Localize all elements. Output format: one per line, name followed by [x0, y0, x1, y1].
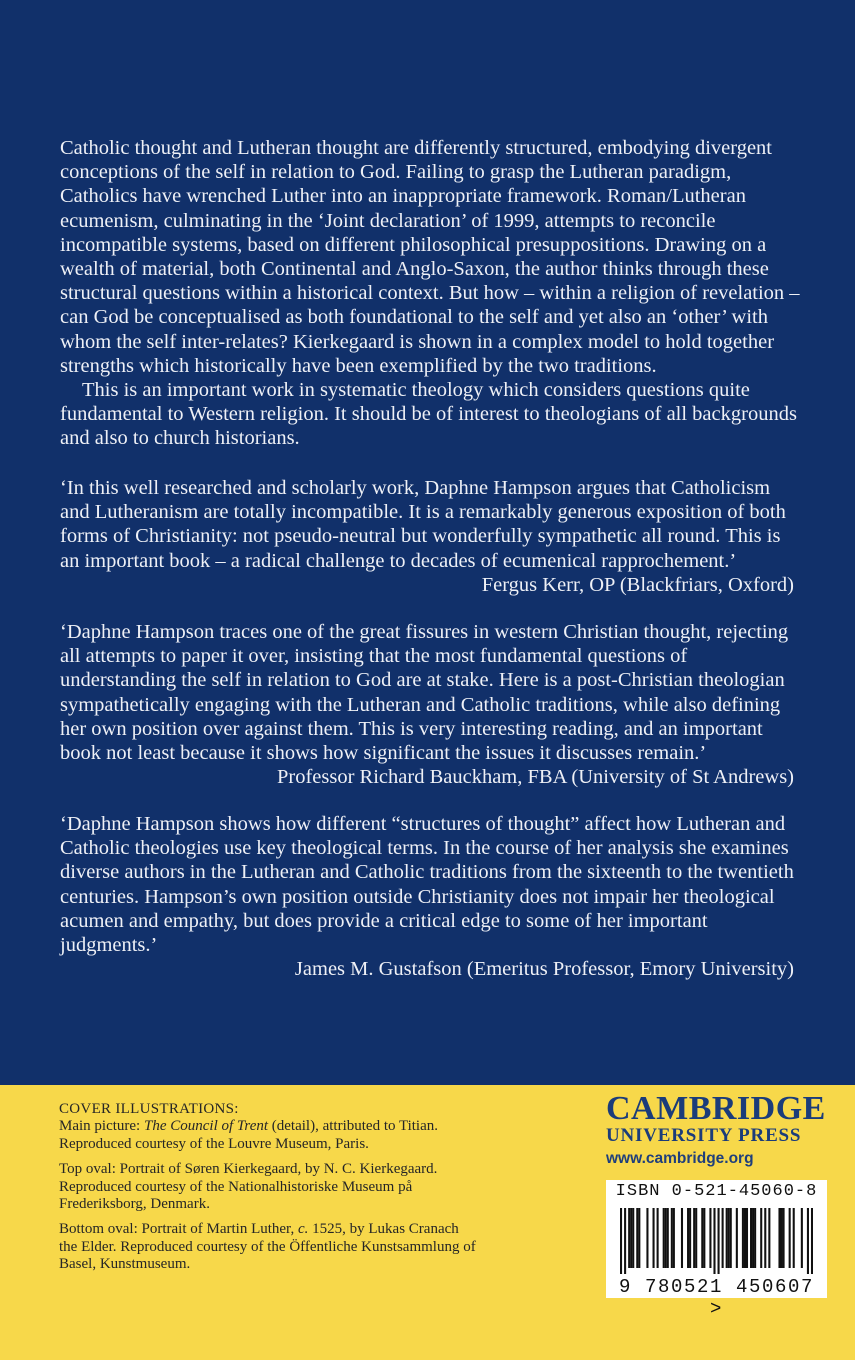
review-attribution: Fergus Kerr, OP (Blackfriars, Oxford) [481, 573, 794, 596]
barcode-bar [736, 1208, 738, 1268]
barcode-bar [646, 1208, 648, 1268]
barcode-bar [718, 1208, 720, 1274]
credit-main-picture [59, 1118, 479, 1153]
credit-top-oval: Top oval: Portrait of Søren Kierkegaard, by N. C. Kierkegaard. Reproduced courtesy of the Nationalhistoriske Museum på Frederiksborg, Denmark. [59, 1161, 438, 1213]
review-quote: ‘In this well researched and scholarly work, Daphne Hampson argues that Catholicism and Lutheranism are totally incompatible. It is a remarkably generous exposition of both forms of Christianity: not pseudo-neutral but wonderfully sympathetic all round. This is an important book – a radical challenge to decades of ecumenical rapprochement.’ [60, 477, 786, 572]
barcode-bar [746, 1208, 748, 1268]
barcode-bar [752, 1208, 754, 1268]
barcode-bar [653, 1208, 655, 1268]
barcode-bar [793, 1208, 795, 1268]
barcode-bar [728, 1208, 730, 1268]
barcode-bar [663, 1208, 665, 1268]
barcode-bar [750, 1208, 752, 1268]
barcode-bar [636, 1208, 638, 1268]
cover-illustrations-credits [59, 1101, 479, 1282]
barcode-digits: 9 780521 450607 > [618, 1276, 815, 1320]
barcode-bar [665, 1208, 667, 1268]
credit-bottom-circa: c. [297, 1221, 309, 1238]
blurb-paragraph-2: This is an important work in systematic theology which considers questions quite fundamental to Western religion. It should be of interest to theologians of all backgrounds and also to church historians. [60, 379, 797, 450]
review-1 [60, 476, 800, 597]
credit-bottom-prefix: Bottom oval: Portrait of Martin Luther, [59, 1221, 298, 1238]
barcode-bar [811, 1208, 813, 1274]
barcode-bar [701, 1208, 703, 1268]
review-attribution: Professor Richard Bauckham, FBA (University of St Andrews) [277, 766, 794, 789]
barcode-bar [624, 1208, 626, 1274]
barcode-box [606, 1180, 827, 1320]
credit-bottom-rest: 1525, by Lukas Cranach the Elder. Reproduced courtesy of the Öffentliche Kunstsammlung of Basel, Kunstmuseum. [59, 1221, 476, 1273]
publisher-url: www.cambridge.org [606, 1150, 754, 1167]
barcode-bar [632, 1208, 634, 1268]
review-3 [60, 812, 800, 981]
credits-heading: COVER ILLUSTRATIONS: [59, 1101, 239, 1117]
review-2 [60, 620, 800, 789]
review-quote: ‘Daphne Hampson traces one of the great fissures in western Christian thought, rejecting all attempts to paper it over, insisting that the most fundamental questions of understanding the self in relation to God are at stake. Here is a post-Christian theologian sympathetically engaging with the Lutheran and Catholic traditions, while also defining her own position over against them. This is very interesting reading, and an important book not least because it shows how significant the issues it discusses remain.’ [60, 621, 789, 765]
barcode-bar [695, 1208, 697, 1268]
credit-main-rest: (detail), attributed to Titian. Reproduced courtesy of the Louvre Museum, Paris. [59, 1118, 439, 1152]
barcode-bar [768, 1208, 770, 1268]
barcode-bar [628, 1208, 630, 1268]
barcode-bar [783, 1208, 785, 1268]
credit-main-title: The Council of Trent [143, 1118, 269, 1135]
credit-main-prefix: Main picture: [59, 1118, 144, 1135]
blurb-paragraph-1: Catholic thought and Lutheran thought are differently structured, embodying divergent conceptions of the self in relation to God. Failing to grasp the Lutheran paradigm, Catholics have wrenched Luther into an inappropriate framework. Roman/Lutheran ecumenism, culminating in the ‘Joint declaration’ of 1999, attempts to reconcile incompatible systems, based on different philosophical presuppositions. Drawing on a wealth of material, both Continental and Anglo-Saxon, the author thinks through these structural questions within a historical context. But how – within a religion of revelation – can God be conceptualised as both foundational to the self and yet also an ‘other’ with whom the self inter-relates? Kierkegaard is shown in a complex model to hold together strengths which historically have been exemplified by the two traditions. [60, 137, 800, 377]
barcode-bar [807, 1208, 809, 1274]
barcode-bar [722, 1208, 724, 1268]
barcode-bar [709, 1208, 711, 1268]
barcode-bar [703, 1208, 705, 1268]
barcode-bar [801, 1208, 803, 1268]
review-quote: ‘Daphne Hampson shows how different “structures of thought” affect how Lutheran and Catholic theologies use key theological terms. In the course of her analysis she examines diverse authors in the Lutheran and Catholic traditions from the sixteenth to the twentieth centuries. Hampson’s own position outside Christianity does not impair her theological acumen and empathy, but does provide a critical edge to some of her important judgments.’ [60, 813, 794, 957]
review-attribution: James M. Gustafson (Emeritus Professor, Emory University) [294, 958, 794, 981]
barcode-bar [620, 1208, 622, 1274]
publisher-press: UNIVERSITY PRESS [606, 1125, 802, 1146]
barcode-bar [713, 1208, 715, 1274]
barcode-bar [726, 1208, 728, 1268]
barcode-bar [760, 1208, 762, 1268]
barcode-bar [754, 1208, 756, 1268]
barcode-bar [693, 1208, 695, 1268]
barcode-bar [689, 1208, 691, 1268]
barcode-bar [742, 1208, 744, 1268]
barcode-bar [744, 1208, 746, 1268]
barcode-bar [764, 1208, 766, 1268]
barcode-bar [667, 1208, 669, 1268]
barcode-bar [638, 1208, 640, 1268]
barcode-bar [778, 1208, 780, 1268]
barcode-bar [671, 1208, 673, 1268]
barcode-bar [687, 1208, 689, 1268]
blurb [60, 136, 800, 451]
barcode-icon [620, 1208, 813, 1274]
publisher-logo [606, 1091, 836, 1169]
barcode-bar [730, 1208, 732, 1268]
barcode-bar [681, 1208, 683, 1268]
credit-bottom-oval [59, 1221, 479, 1273]
barcode-bar [673, 1208, 675, 1268]
barcode-bar [789, 1208, 791, 1268]
barcode-bar [780, 1208, 782, 1268]
isbn-label: ISBN 0-521-45060-8 [615, 1182, 818, 1201]
publisher-name: CAMBRIDGE [606, 1090, 826, 1127]
barcode-bar [657, 1208, 659, 1268]
barcode-bar [630, 1208, 632, 1268]
